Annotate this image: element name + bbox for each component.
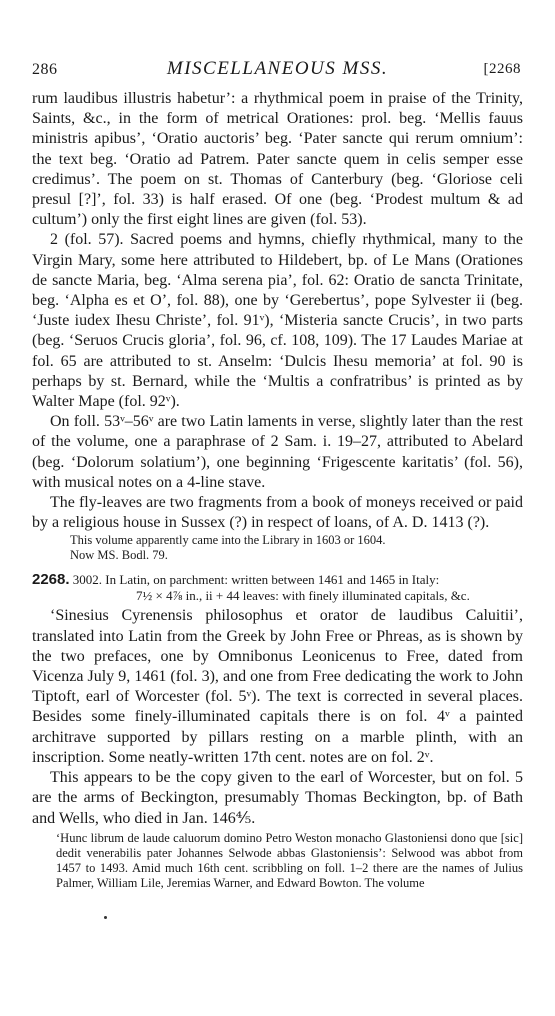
running-title: MISCELLANEOUS MSS. — [166, 58, 389, 79]
paragraph-sacred-poems: 2 (fol. 57). Sacred poems and hymns, chiefly rhythmical, many to the Virgin Mary, some here attributed to Hildebert, bp. of Le Mans (Orationes de sancte Maria, beg. ‘Alma serena pia’, fol. 62: Oratio de sancta Trinitate, beg. ‘Alpha es et O’, fol. 88), one by ‘Gerebertus’, pope Sylvester ii (beg. ‘Juste iudex Ihesu Christe’, fol. 91ᵛ), ‘Misteria sancte Crucis’, in two parts (beg. ‘Seruos Crucis gloria’, fol. 96, cf. 108, 109). The 17 Laudes Mariae at fol. 65 are attributed to st. Anselm: ‘Dulcis Ihesu memoria’ at fol. 90 is perhaps by st. Bernard, while the ‘Multis a confratribus’ is printed as by Walter Mape (fol. 92ᵛ). — [32, 231, 523, 411]
paragraph-latin-laments: On foll. 53ᵛ–56ᵛ are two Latin laments in verse, slightly later than the rest of the volume, one a paraphrase of 2 Sam. i. 19–27, attributed to Abelard (beg. ‘Dolorum solatium’), one beginning ‘Frigescente karitatis’ (fol. 56), with musical notes on a 4-line stave. — [32, 413, 523, 491]
paragraph-poem-trinity: rum laudibus illustris habetur’: a rhythmical poem in praise of the Trinity, Saints, &c., in the form of metrical Orationes: prol. beg. ‘Mellis fauus ministris apibus’, ‘Oratio auctoris’ beg. ‘Pater sancte qui rerum omnium’: the text beg. ‘Oratio ad Patrem. Pater sancte quem in celis semper esse credimus’. The poem on st. Thomas of Canterbury (beg. ‘Gloriose celi presul [?]’, fol. 33) is half erased. Of one (beg. ‘Prodest multum & ad cultum’) only the first eight lines are given (fol. 53). — [32, 90, 523, 229]
note-shelfmark: Now MS. Bodl. 79. — [70, 548, 168, 563]
entry-number: 2268. — [32, 571, 70, 589]
paragraph-worcester-copy: This appears to be the copy given to the earl of Worcester, but on fol. 5 are the arms of Beckington, presumably Thomas Beckington, bp. of Bath and Wells, who died in Jan. 146⅘. — [32, 769, 523, 827]
entry-reference: [2268 — [483, 61, 521, 77]
paragraph-fly-leaves: The fly-leaves are two fragments from a book of moneys received or paid by a religious house in Sussex (?) in respect of loans, of A. D. 1413 (?). — [32, 494, 523, 532]
book-page — [32, 58, 523, 891]
page-body — [32, 89, 523, 892]
paragraph-sinesius: ‘Sinesius Cyrenensis philosophus et orator de laudibus Caluitii’, translated into Latin from the Greek by John Free or Phreas, as is shown by the two prefaces, one by Omnibonus Leonicenus to Free, dated from Vicenza July 9, 1461 (fol. 3), and one from Free dedicating the work to John Tiptoft, earl of Worcester (fol. 5ᵛ). The text is corrected in several places. Besides some finely-illuminated capitals there is on fol. 4ᵛ a painted architrave supported by pillars resting on a marble plinth, with an inscription. Some neatly-written 17th cent. notes are on fol. 2ᵛ. — [32, 607, 523, 766]
running-header — [32, 58, 523, 84]
footnote-inscription: ‘Hunc librum de laude caluorum domino Petro Weston monacho Glastoniensi dono que [sic] dedit venerabilis pater Johannes Selwode abbas Glastoniensis’: Selwood was abbot from 1457 to 1493. Amid much 16th cent. scribbling on foll. 1–2 there are the names of Julius Palmer, William Lile, Jeremias Warner, and Edward Bowton. The volume — [56, 830, 523, 891]
entry-description-line2: 7½ × 4⅞ in., ii + 44 leaves: with finely illuminated capitals, &c. — [136, 587, 470, 603]
entry-description-line1: 3002. In Latin, on parchment: written between 1461 and 1465 in Italy: — [72, 572, 440, 588]
entry-heading — [32, 572, 523, 603]
note-library-acquisition: This volume apparently came into the Library in 1603 or 1604. — [70, 533, 386, 548]
page-number: 286 — [32, 61, 58, 78]
ink-speck — [104, 916, 107, 919]
